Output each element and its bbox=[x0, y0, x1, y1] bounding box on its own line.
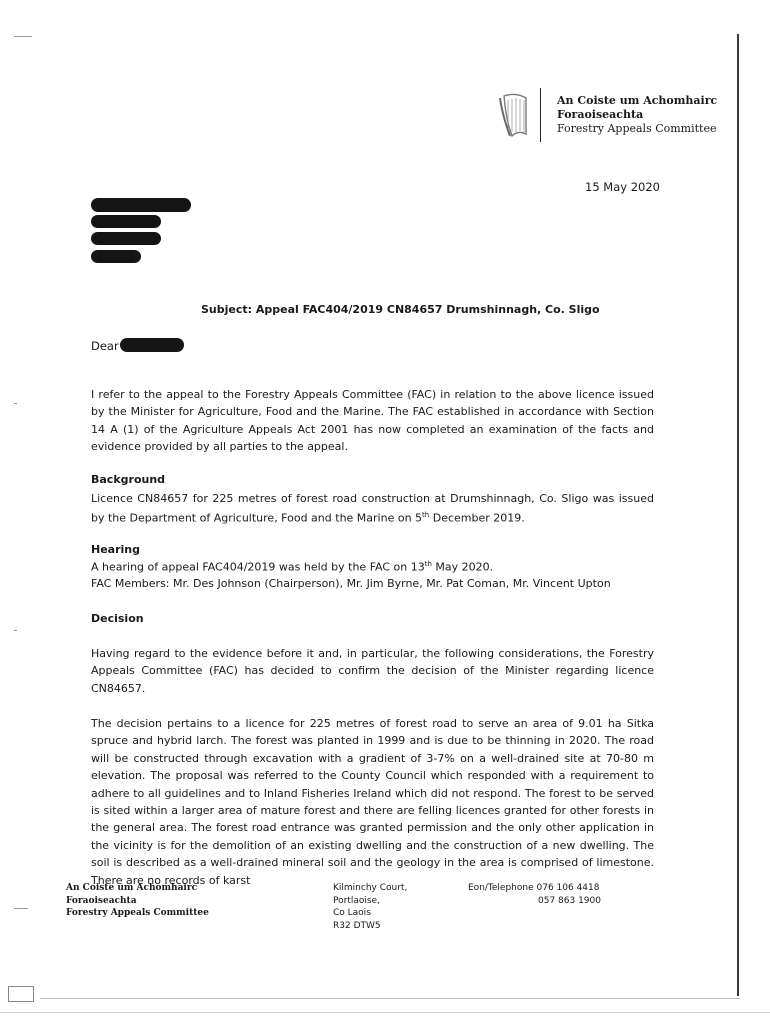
footer-org-line1: An Coiste um Achomhairc bbox=[66, 883, 198, 893]
footer-address-line1: Kilminchy Court, bbox=[333, 883, 408, 893]
footer-phone-line2: 057 863 1900 bbox=[538, 895, 601, 906]
redacted-address-line bbox=[91, 215, 161, 228]
margin-mark bbox=[14, 36, 32, 37]
footer-organisation bbox=[66, 882, 209, 920]
letter-date: 15 May 2020 bbox=[585, 180, 660, 194]
footer-org-line2: Foraoiseachta bbox=[66, 895, 137, 906]
background-heading: Background bbox=[91, 473, 166, 486]
hearing-heading: Hearing bbox=[91, 543, 140, 556]
footer-address bbox=[333, 882, 407, 932]
scan-stamp-mark bbox=[8, 986, 34, 1002]
footer-address-line4: R32 DTW5 bbox=[333, 920, 381, 931]
scan-bottom-line bbox=[40, 998, 740, 999]
decision-paragraph-2: The decision pertains to a licence for 225 metres of forest road to serve an area of 9.01 ha Sitka spruce and hybrid larch. The forest was planted in 1999 and is due to be thinning in 2020. The road will be constructed through excavation with a gradient of 3-7% on a well-drained site at 70-80 m elevation. The proposal was referred to the County Council which responded with a requirement to adhere to all guidelines and to Inland Fisheries Ireland which did not respond. The forest to be served is sited within a larger area of mature forest and there are felling licences granted for other forests in the general area. The forest road entrance was granted permission and the only other application in the vicinity is for the demolition of an existing dwelling and the construction of a new dwelling. The soil is described as a well-drained mineral soil and the geology in the area is comprised of limestone. There are no records of karst bbox=[91, 717, 654, 887]
header-org-line3: Forestry Appeals Committee bbox=[557, 122, 717, 135]
hearing-sup: th bbox=[424, 560, 432, 568]
intro-paragraph: I refer to the appeal to the Forestry Appeals Committee (FAC) in relation to the above licence issued by the Minister for Agriculture, Food and the Marine. The FAC established in accordance with Section 14 A (1) of the Agriculture Appeals Act 2001 has now completed an examination of the facts and evidence provided by all parties to the appeal. bbox=[91, 388, 654, 454]
harp-emblem-icon bbox=[496, 90, 534, 140]
footer-org-line3: Forestry Appeals Committee bbox=[66, 908, 209, 918]
footer-telephone bbox=[468, 882, 601, 907]
margin-mark bbox=[14, 908, 28, 909]
margin-mark bbox=[14, 630, 17, 631]
hearing-line1 bbox=[91, 560, 493, 574]
margin-mark bbox=[14, 403, 17, 404]
decision-heading: Decision bbox=[91, 612, 144, 625]
hearing-line1-a: A hearing of appeal FAC404/2019 was held by the FAC on 13 bbox=[91, 560, 425, 574]
salutation bbox=[91, 339, 119, 353]
background-paragraph bbox=[91, 490, 654, 527]
redacted-address-line bbox=[91, 198, 191, 212]
header-org-line2: Foraoiseachta bbox=[557, 108, 644, 121]
background-text-b: December 2019. bbox=[429, 512, 525, 526]
footer-address-line2: Portlaoise, bbox=[333, 895, 380, 906]
hearing-line1-b: May 2020. bbox=[431, 560, 494, 574]
header-organisation bbox=[557, 94, 717, 136]
redacted-address-line bbox=[91, 232, 161, 245]
decision-paragraph-1: Having regard to the evidence before it and, in particular, the following considerations, the Forestry Appeals Committee (FAC) has decided to confirm the decision of the Minister regarding licence CN84657. bbox=[91, 647, 654, 695]
salutation-text: Dear bbox=[91, 339, 119, 353]
header-divider bbox=[540, 88, 541, 142]
redacted-name bbox=[120, 338, 184, 352]
background-text-a: Licence CN84657 for 225 metres of forest road construction at Drumshinnagh, Co. Sligo was issued by the Department of Agriculture, Food and the Marine on 5 bbox=[91, 492, 654, 526]
background-sup: th bbox=[422, 511, 430, 520]
footer-phone-line1: Eon/Telephone 076 106 4418 bbox=[468, 883, 600, 893]
scan-bottom-line-2 bbox=[0, 1012, 770, 1013]
redacted-address-line bbox=[91, 250, 141, 263]
subject-line bbox=[201, 303, 600, 316]
hearing-members: FAC Members: Mr. Des Johnson (Chairperson), Mr. Jim Byrne, Mr. Pat Coman, Mr. Vincent Upton bbox=[91, 577, 611, 590]
subject-text: Subject: Appeal FAC404/2019 CN84657 Drumshinnagh, Co. Sligo bbox=[201, 303, 600, 316]
scan-edge-line bbox=[737, 34, 739, 996]
header-org-line1: An Coiste um Achomhairc bbox=[557, 94, 718, 107]
footer-address-line3: Co Laois bbox=[333, 908, 371, 918]
